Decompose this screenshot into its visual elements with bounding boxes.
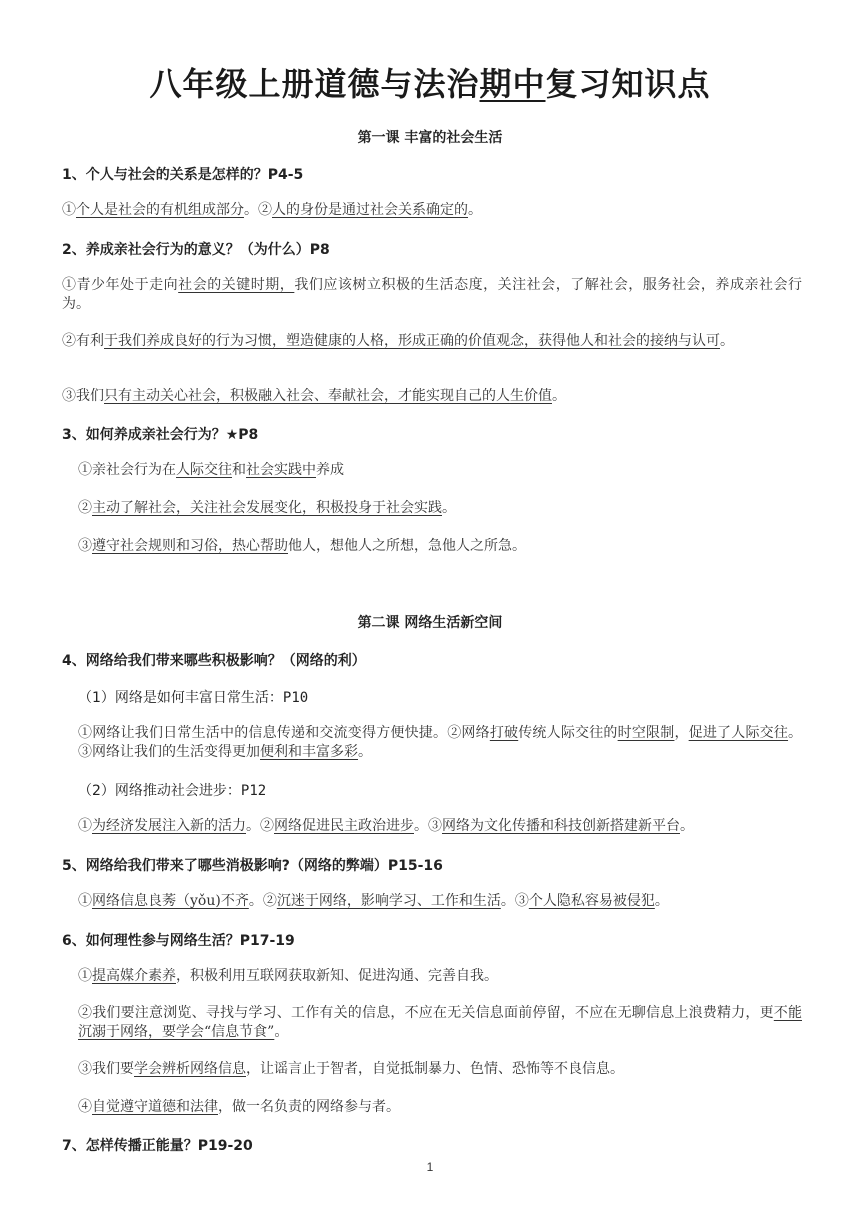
answer-paragraph: ①为经济发展注入新的活力。②网络促进民主政治进步。③网络为文化传播和科技创新搭建新平台。 [78,818,694,834]
question-heading: 6、如何理性参与网络生活？P17-19 [62,933,295,949]
answer-paragraph: ③我们要学会辨析网络信息，让谣言止于智者，自觉抵制暴力、色情、恐怖等不良信息。 [78,1061,624,1077]
answer-paragraph: ①青少年处于走向社会的关键时期，我们应该树立积极的生活态度，关注社会，了解社会，服务社会，养成亲社会行为。 [62,277,803,312]
title-underlined-part: 期中 [479,65,546,103]
lesson-heading: 第二课 网络生活新空间 [357,615,503,631]
lesson-heading: 第一课 丰富的社会生活 [357,130,503,146]
answer-paragraph: ②有利于我们养成良好的行为习惯，塑造健康的人格，形成正确的价值观念，获得他人和社会的接纳与认可。 [62,333,734,349]
question-heading: 5、网络给我们带来了哪些消极影响?（网络的弊端）P15-16 [62,858,443,874]
answer-paragraph: ①个人是社会的有机组成部分。②人的身份是通过社会关系确定的。 [62,202,482,218]
question-heading: 2、养成亲社会行为的意义？（为什么）P8 [62,242,330,258]
sub-heading: （2）网络推动社会进步：P12 [78,783,267,799]
question-heading: 3、如何养成亲社会行为？★P8 [62,427,259,443]
question-heading: 1、个人与社会的关系是怎样的？P4-5 [62,167,304,183]
question-heading: 7、怎样传播正能量？P19-20 [62,1138,253,1154]
answer-paragraph: ①网络让我们日常生活中的信息传递和交流变得方便快捷。②网络打破传统人际交往的时空限制，促进了人际交往。③网络让我们的生活变得更加便利和丰富多彩。 [78,725,803,760]
sub-heading: （1）网络是如何丰富日常生活：P10 [78,690,309,706]
answer-paragraph: ②主动了解社会，关注社会发展变化，积极投身于社会实践。 [78,500,456,516]
page-title [0,62,860,106]
question-heading: 4、网络给我们带来哪些积极影响？（网络的利） [62,653,366,669]
answer-paragraph: ③我们只有主动关心社会，积极融入社会、奉献社会，才能实现自己的人生价值。 [62,388,566,404]
title-part: 八年级上册道德与法治 [149,65,480,103]
answer-paragraph: ①网络信息良莠（yǒu)不齐。②沉迷于网络，影响学习、工作和生活。③个人隐私容易被侵犯。 [78,893,669,909]
answer-paragraph: ②我们要注意浏览、寻找与学习、工作有关的信息，不应在无关信息面前停留，不应在无聊信息上浪费精力，更不能沉溺于网络，要学会“信息节食”。 [78,1005,802,1040]
title-part: 复习知识点 [545,65,711,103]
answer-paragraph: ③遵守社会规则和习俗，热心帮助他人，想他人之所想，急他人之所急。 [78,538,526,554]
answer-paragraph: ④自觉遵守道德和法律，做一名负责的网络参与者。 [78,1099,400,1115]
answer-paragraph: ①亲社会行为在人际交往和社会实践中养成 [78,462,344,478]
answer-paragraph: ①提高媒介素养，积极利用互联网获取新知、促进沟通、完善自我。 [78,968,498,984]
page-number: 1 [426,1160,434,1174]
